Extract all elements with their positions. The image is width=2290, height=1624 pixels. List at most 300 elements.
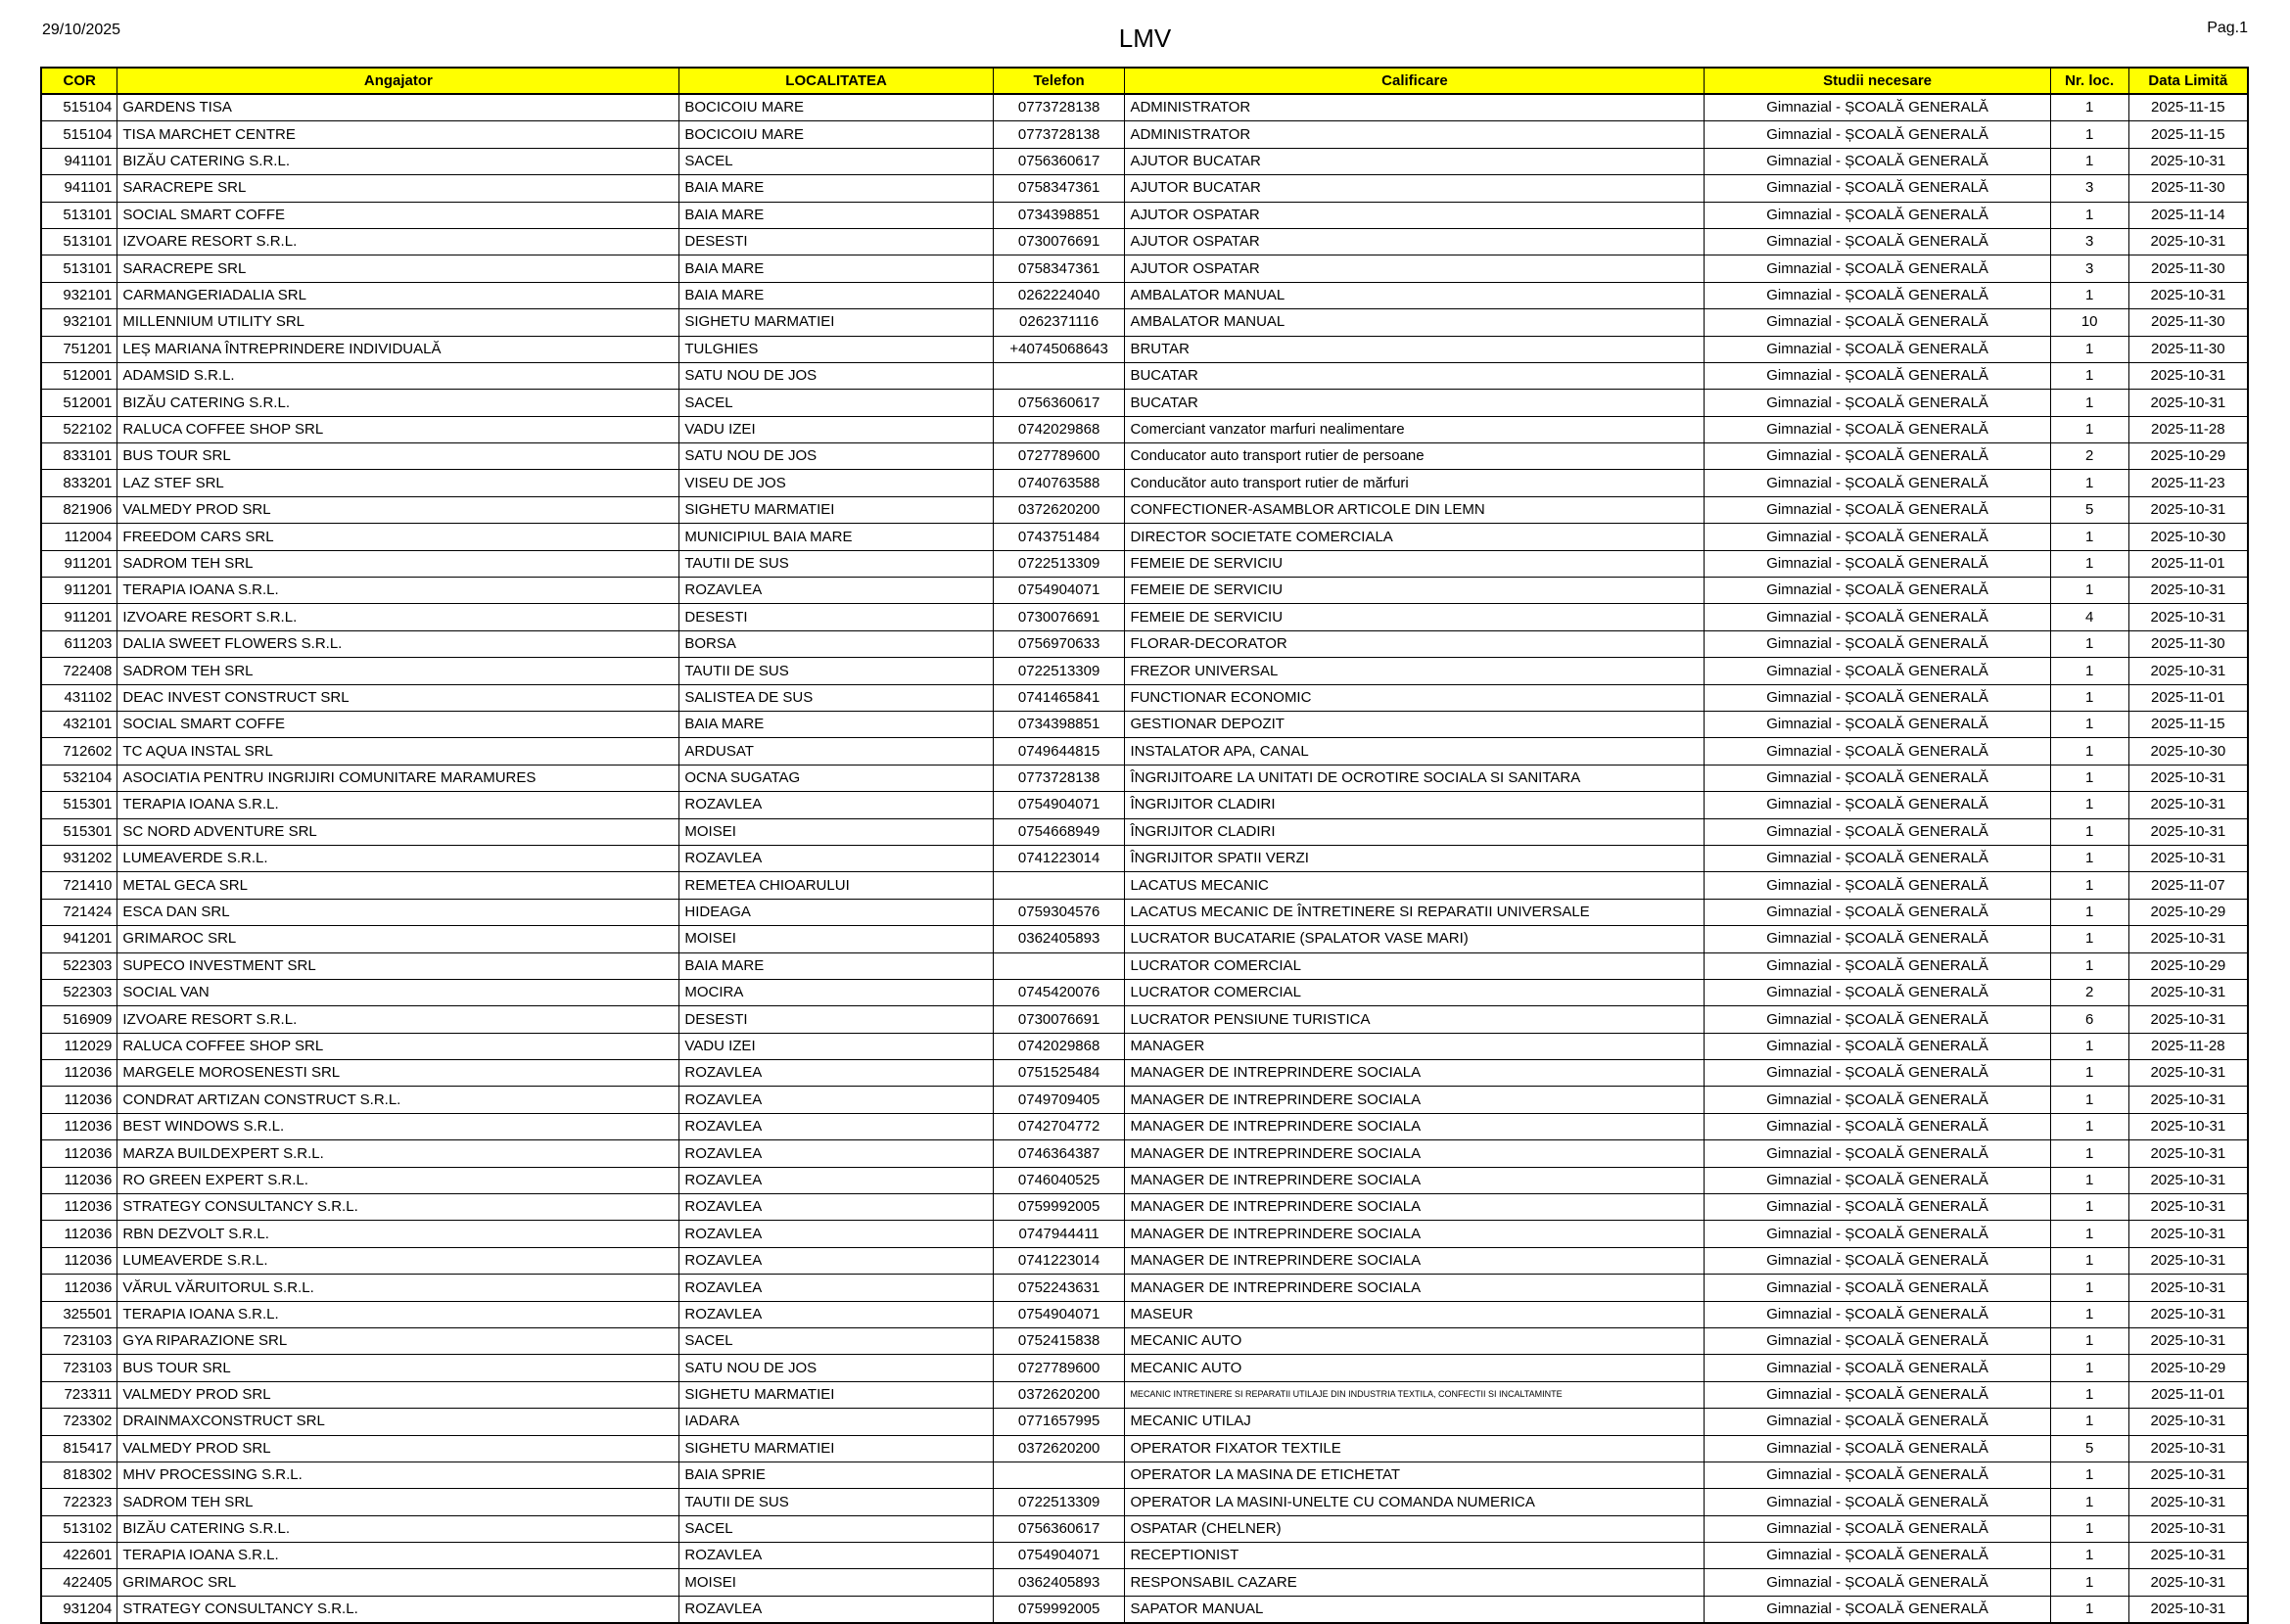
cell-calificare: ADMINISTRATOR [1125,121,1705,148]
cell-localitatea: VISEU DE JOS [679,470,993,496]
cell-cor: 513101 [41,228,117,255]
cell-nr-loc: 1 [2050,94,2128,121]
cell-telefon: 0771657995 [993,1409,1125,1435]
cell-localitatea: ROZAVLEA [679,1060,993,1087]
cell-data-limita: 2025-10-31 [2128,148,2248,174]
cell-telefon: 0372620200 [993,1435,1125,1462]
cell-telefon: 0759304576 [993,899,1125,925]
cell-studii-necesare: Gimnazial - ȘCOALĂ GENERALĂ [1705,1515,2050,1542]
cell-angajator: SC NORD ADVENTURE SRL [117,818,679,845]
cell-telefon: 0730076691 [993,228,1125,255]
cell-data-limita: 2025-10-31 [2128,1301,2248,1327]
cell-calificare: Comerciant vanzator marfuri nealimentare [1125,416,1705,442]
cell-data-limita: 2025-10-31 [2128,845,2248,871]
cell-calificare: CONFECTIONER-ASAMBLOR ARTICOLE DIN LEMN [1125,496,1705,523]
cell-nr-loc: 1 [2050,845,2128,871]
cell-telefon: 0756360617 [993,1515,1125,1542]
cell-data-limita: 2025-11-15 [2128,94,2248,121]
cell-data-limita: 2025-10-31 [2128,792,2248,818]
cell-angajator: MARZA BUILDEXPERT S.R.L. [117,1140,679,1167]
cell-data-limita: 2025-10-31 [2128,1409,2248,1435]
table-row [41,416,2248,442]
cell-calificare: ÎNGRIJITOR SPATII VERZI [1125,845,1705,871]
table-row [41,872,2248,899]
cell-calificare: MANAGER DE INTREPRINDERE SOCIALA [1125,1060,1705,1087]
cell-calificare: AJUTOR BUCATAR [1125,175,1705,202]
table-row [41,94,2248,121]
table-row [41,121,2248,148]
cell-telefon: 0742029868 [993,416,1125,442]
cell-localitatea: TULGHIES [679,336,993,362]
table-body [41,94,2248,1623]
cell-cor: 721424 [41,899,117,925]
cell-localitatea: BAIA MARE [679,952,993,979]
cell-localitatea: BAIA MARE [679,711,993,737]
table-row [41,1515,2248,1542]
cell-calificare: MANAGER DE INTREPRINDERE SOCIALA [1125,1221,1705,1247]
cell-cor: 432101 [41,711,117,737]
cell-angajator: MHV PROCESSING S.R.L. [117,1462,679,1488]
cell-angajator: DRAINMAXCONSTRUCT SRL [117,1409,679,1435]
cell-calificare: MANAGER DE INTREPRINDERE SOCIALA [1125,1247,1705,1274]
cell-cor: 112036 [41,1247,117,1274]
cell-nr-loc: 1 [2050,550,2128,577]
cell-angajator: SUPECO INVESTMENT SRL [117,952,679,979]
cell-studii-necesare: Gimnazial - ȘCOALĂ GENERALĂ [1705,550,2050,577]
cell-studii-necesare: Gimnazial - ȘCOALĂ GENERALĂ [1705,952,2050,979]
cell-nr-loc: 1 [2050,121,2128,148]
cell-angajator: TC AQUA INSTAL SRL [117,738,679,765]
cell-data-limita: 2025-10-31 [2128,1167,2248,1193]
cell-localitatea: ROZAVLEA [679,1194,993,1221]
cell-cor: 522102 [41,416,117,442]
cell-cor: 941101 [41,175,117,202]
cell-cor: 815417 [41,1435,117,1462]
cell-calificare: BUCATAR [1125,390,1705,416]
cell-localitatea: SATU NOU DE JOS [679,1355,993,1381]
table-row [41,282,2248,308]
table-row [41,792,2248,818]
table-row [41,470,2248,496]
cell-data-limita: 2025-11-30 [2128,255,2248,282]
cell-localitatea: BAIA MARE [679,255,993,282]
cell-angajator: SARACREPE SRL [117,175,679,202]
cell-localitatea: BORSA [679,630,993,657]
cell-data-limita: 2025-10-31 [2128,979,2248,1005]
cell-calificare: SAPATOR MANUAL [1125,1596,1705,1623]
cell-cor: 512001 [41,362,117,389]
cell-studii-necesare: Gimnazial - ȘCOALĂ GENERALĂ [1705,121,2050,148]
cell-telefon: 0730076691 [993,604,1125,630]
cell-studii-necesare: Gimnazial - ȘCOALĂ GENERALĂ [1705,658,2050,684]
cell-telefon [993,1462,1125,1488]
cell-studii-necesare: Gimnazial - ȘCOALĂ GENERALĂ [1705,1435,2050,1462]
cell-nr-loc: 1 [2050,470,2128,496]
cell-data-limita: 2025-11-01 [2128,1381,2248,1408]
cell-telefon: 0727789600 [993,443,1125,470]
cell-cor: 512001 [41,390,117,416]
cell-data-limita: 2025-10-31 [2128,390,2248,416]
cell-cor: 723103 [41,1355,117,1381]
cell-studii-necesare: Gimnazial - ȘCOALĂ GENERALĂ [1705,1381,2050,1408]
cell-angajator: SOCIAL VAN [117,979,679,1005]
cell-angajator: RALUCA COFFEE SHOP SRL [117,1033,679,1059]
cell-localitatea: ROZAVLEA [679,1247,993,1274]
cell-nr-loc: 1 [2050,899,2128,925]
cell-data-limita: 2025-10-31 [2128,578,2248,604]
cell-calificare: MANAGER DE INTREPRINDERE SOCIALA [1125,1167,1705,1193]
cell-nr-loc: 1 [2050,362,2128,389]
cell-calificare: MECANIC AUTO [1125,1355,1705,1381]
cell-nr-loc: 2 [2050,443,2128,470]
cell-studii-necesare: Gimnazial - ȘCOALĂ GENERALĂ [1705,979,2050,1005]
cell-telefon: 0741223014 [993,845,1125,871]
cell-angajator: TISA MARCHET CENTRE [117,121,679,148]
cell-angajator: STRATEGY CONSULTANCY S.R.L. [117,1596,679,1623]
cell-calificare: MECANIC AUTO [1125,1327,1705,1354]
cell-cor: 932101 [41,309,117,336]
cell-localitatea: ROZAVLEA [679,1221,993,1247]
column-header-studii-necesare: Studii necesare [1705,68,2050,94]
cell-calificare: LUCRATOR BUCATARIE (SPALATOR VASE MARI) [1125,926,1705,952]
cell-data-limita: 2025-10-31 [2128,496,2248,523]
cell-data-limita: 2025-11-28 [2128,1033,2248,1059]
cell-angajator: METAL GECA SRL [117,872,679,899]
table-row [41,1435,2248,1462]
cell-nr-loc: 1 [2050,765,2128,791]
cell-angajator: BEST WINDOWS S.R.L. [117,1113,679,1139]
cell-studii-necesare: Gimnazial - ȘCOALĂ GENERALĂ [1705,1409,2050,1435]
cell-data-limita: 2025-10-30 [2128,524,2248,550]
cell-calificare: MASEUR [1125,1301,1705,1327]
cell-telefon [993,362,1125,389]
cell-studii-necesare: Gimnazial - ȘCOALĂ GENERALĂ [1705,578,2050,604]
cell-cor: 931202 [41,845,117,871]
cell-data-limita: 2025-11-01 [2128,684,2248,711]
cell-nr-loc: 1 [2050,1167,2128,1193]
cell-localitatea: ROZAVLEA [679,1596,993,1623]
table-row [41,175,2248,202]
cell-cor: 431102 [41,684,117,711]
cell-telefon: 0773728138 [993,121,1125,148]
column-header-nr-loc: Nr. loc. [2050,68,2128,94]
cell-localitatea: TAUTII DE SUS [679,550,993,577]
table-row [41,496,2248,523]
table-row [41,1489,2248,1515]
table-row [41,1221,2248,1247]
cell-nr-loc: 1 [2050,1543,2128,1569]
cell-calificare: OPERATOR FIXATOR TEXTILE [1125,1435,1705,1462]
cell-telefon: 0759992005 [993,1194,1125,1221]
cell-angajator: STRATEGY CONSULTANCY S.R.L. [117,1194,679,1221]
cell-angajator: BUS TOUR SRL [117,443,679,470]
cell-data-limita: 2025-10-31 [2128,1113,2248,1139]
cell-nr-loc: 1 [2050,1033,2128,1059]
cell-data-limita: 2025-10-31 [2128,1515,2248,1542]
cell-studii-necesare: Gimnazial - ȘCOALĂ GENERALĂ [1705,1596,2050,1623]
cell-nr-loc: 1 [2050,1489,2128,1515]
cell-studii-necesare: Gimnazial - ȘCOALĂ GENERALĂ [1705,1033,2050,1059]
cell-studii-necesare: Gimnazial - ȘCOALĂ GENERALĂ [1705,496,2050,523]
table-row [41,926,2248,952]
cell-cor: 112036 [41,1167,117,1193]
cell-nr-loc: 1 [2050,792,2128,818]
cell-angajator: TERAPIA IOANA S.R.L. [117,792,679,818]
table-row [41,604,2248,630]
cell-nr-loc: 1 [2050,524,2128,550]
cell-calificare: FUNCTIONAR ECONOMIC [1125,684,1705,711]
cell-cor: 833101 [41,443,117,470]
cell-angajator: RO GREEN EXPERT S.R.L. [117,1167,679,1193]
cell-nr-loc: 1 [2050,926,2128,952]
cell-studii-necesare: Gimnazial - ȘCOALĂ GENERALĂ [1705,1087,2050,1113]
cell-cor: 513102 [41,1515,117,1542]
cell-angajator: TERAPIA IOANA S.R.L. [117,578,679,604]
cell-nr-loc: 1 [2050,630,2128,657]
table-row [41,899,2248,925]
cell-angajator: GARDENS TISA [117,94,679,121]
cell-telefon: 0362405893 [993,1569,1125,1596]
cell-data-limita: 2025-10-29 [2128,1355,2248,1381]
cell-localitatea: MOISEI [679,818,993,845]
table-row [41,979,2248,1005]
cell-localitatea: MOISEI [679,1569,993,1596]
cell-nr-loc: 1 [2050,1087,2128,1113]
cell-nr-loc: 6 [2050,1006,2128,1033]
cell-telefon: 0742704772 [993,1113,1125,1139]
cell-angajator: DALIA SWEET FLOWERS S.R.L. [117,630,679,657]
cell-angajator: BIZĂU CATERING S.R.L. [117,1515,679,1542]
cell-nr-loc: 1 [2050,818,2128,845]
cell-telefon [993,952,1125,979]
cell-localitatea: REMETEA CHIOARULUI [679,872,993,899]
cell-angajator: BUS TOUR SRL [117,1355,679,1381]
cell-calificare: FLORAR-DECORATOR [1125,630,1705,657]
cell-studii-necesare: Gimnazial - ȘCOALĂ GENERALĂ [1705,604,2050,630]
cell-nr-loc: 1 [2050,1327,2128,1354]
cell-studii-necesare: Gimnazial - ȘCOALĂ GENERALĂ [1705,1327,2050,1354]
cell-studii-necesare: Gimnazial - ȘCOALĂ GENERALĂ [1705,899,2050,925]
table-row [41,1355,2248,1381]
cell-cor: 932101 [41,282,117,308]
cell-calificare: MANAGER DE INTREPRINDERE SOCIALA [1125,1113,1705,1139]
cell-studii-necesare: Gimnazial - ȘCOALĂ GENERALĂ [1705,1140,2050,1167]
cell-cor: 513101 [41,202,117,228]
cell-data-limita: 2025-10-31 [2128,362,2248,389]
cell-nr-loc: 1 [2050,1301,2128,1327]
table-row [41,845,2248,871]
cell-nr-loc: 4 [2050,604,2128,630]
table-row [41,658,2248,684]
jobs-table [40,67,2249,1624]
cell-studii-necesare: Gimnazial - ȘCOALĂ GENERALĂ [1705,630,2050,657]
cell-telefon: 0756360617 [993,390,1125,416]
cell-localitatea: SATU NOU DE JOS [679,362,993,389]
table-row [41,550,2248,577]
cell-localitatea: DESESTI [679,228,993,255]
cell-calificare: ÎNGRIJITOR CLADIRI [1125,792,1705,818]
cell-data-limita: 2025-11-30 [2128,630,2248,657]
cell-studii-necesare: Gimnazial - ȘCOALĂ GENERALĂ [1705,1462,2050,1488]
cell-studii-necesare: Gimnazial - ȘCOALĂ GENERALĂ [1705,1113,2050,1139]
cell-cor: 112036 [41,1194,117,1221]
cell-localitatea: ARDUSAT [679,738,993,765]
table-row [41,1543,2248,1569]
cell-angajator: GYA RIPARAZIONE SRL [117,1327,679,1354]
cell-calificare: LUCRATOR PENSIUNE TURISTICA [1125,1006,1705,1033]
cell-studii-necesare: Gimnazial - ȘCOALĂ GENERALĂ [1705,443,2050,470]
page-date: 29/10/2025 [42,22,121,38]
cell-calificare: FREZOR UNIVERSAL [1125,658,1705,684]
cell-cor: 821906 [41,496,117,523]
cell-calificare: DIRECTOR SOCIETATE COMERCIALA [1125,524,1705,550]
cell-studii-necesare: Gimnazial - ȘCOALĂ GENERALĂ [1705,524,2050,550]
cell-localitatea: ROZAVLEA [679,1543,993,1569]
cell-telefon: 0372620200 [993,1381,1125,1408]
cell-calificare: MANAGER DE INTREPRINDERE SOCIALA [1125,1087,1705,1113]
cell-cor: 516909 [41,1006,117,1033]
cell-cor: 513101 [41,255,117,282]
column-header-data-limita: Data Limită [2128,68,2248,94]
cell-data-limita: 2025-10-29 [2128,899,2248,925]
cell-cor: 112036 [41,1060,117,1087]
table-row [41,1006,2248,1033]
cell-calificare: ÎNGRIJITOR CLADIRI [1125,818,1705,845]
cell-angajator: SADROM TEH SRL [117,1489,679,1515]
cell-nr-loc: 1 [2050,1596,2128,1623]
table-row [41,1060,2248,1087]
cell-localitatea: SIGHETU MARMATIEI [679,309,993,336]
cell-nr-loc: 1 [2050,1381,2128,1408]
cell-studii-necesare: Gimnazial - ȘCOALĂ GENERALĂ [1705,202,2050,228]
cell-calificare: RESPONSABIL CAZARE [1125,1569,1705,1596]
cell-nr-loc: 3 [2050,255,2128,282]
cell-angajator: MARGELE MOROSENESTI SRL [117,1060,679,1087]
cell-cor: 112004 [41,524,117,550]
cell-localitatea: BAIA MARE [679,282,993,308]
cell-localitatea: SACEL [679,148,993,174]
cell-calificare: AMBALATOR MANUAL [1125,282,1705,308]
cell-angajator: RBN DEZVOLT S.R.L. [117,1221,679,1247]
cell-angajator: CONDRAT ARTIZAN CONSTRUCT S.R.L. [117,1087,679,1113]
cell-nr-loc: 1 [2050,684,2128,711]
cell-telefon: 0754904071 [993,578,1125,604]
table-row [41,524,2248,550]
cell-nr-loc: 10 [2050,309,2128,336]
table-row [41,765,2248,791]
cell-data-limita: 2025-10-31 [2128,1140,2248,1167]
cell-nr-loc: 3 [2050,175,2128,202]
table-row [41,738,2248,765]
cell-telefon: 0773728138 [993,765,1125,791]
cell-telefon: 0746364387 [993,1140,1125,1167]
cell-data-limita: 2025-11-15 [2128,711,2248,737]
cell-telefon: 0754668949 [993,818,1125,845]
cell-localitatea: SACEL [679,1515,993,1542]
cell-nr-loc: 1 [2050,738,2128,765]
cell-studii-necesare: Gimnazial - ȘCOALĂ GENERALĂ [1705,1543,2050,1569]
cell-nr-loc: 1 [2050,148,2128,174]
cell-calificare: MANAGER DE INTREPRINDERE SOCIALA [1125,1140,1705,1167]
cell-calificare: LUCRATOR COMERCIAL [1125,952,1705,979]
table-row [41,1113,2248,1139]
cell-nr-loc: 1 [2050,416,2128,442]
column-header-angajator: Angajator [117,68,679,94]
cell-localitatea: BAIA MARE [679,202,993,228]
page-number: Pag.1 [2207,20,2248,36]
cell-telefon: 0749709405 [993,1087,1125,1113]
page-title: LMV [1118,23,1172,53]
cell-studii-necesare: Gimnazial - ȘCOALĂ GENERALĂ [1705,1355,2050,1381]
cell-nr-loc: 1 [2050,390,2128,416]
cell-calificare: AJUTOR OSPATAR [1125,202,1705,228]
cell-studii-necesare: Gimnazial - ȘCOALĂ GENERALĂ [1705,470,2050,496]
cell-studii-necesare: Gimnazial - ȘCOALĂ GENERALĂ [1705,711,2050,737]
cell-nr-loc: 2 [2050,979,2128,1005]
cell-cor: 522303 [41,979,117,1005]
cell-angajator: SOCIAL SMART COFFE [117,202,679,228]
cell-studii-necesare: Gimnazial - ȘCOALĂ GENERALĂ [1705,845,2050,871]
cell-telefon: 0759992005 [993,1596,1125,1623]
cell-angajator: IZVOARE RESORT S.R.L. [117,1006,679,1033]
cell-data-limita: 2025-11-07 [2128,872,2248,899]
cell-nr-loc: 1 [2050,658,2128,684]
cell-localitatea: BAIA SPRIE [679,1462,993,1488]
table-row [41,1596,2248,1623]
cell-localitatea: SALISTEA DE SUS [679,684,993,711]
cell-telefon: 0754904071 [993,792,1125,818]
cell-nr-loc: 1 [2050,1275,2128,1301]
cell-angajator: BIZĂU CATERING S.R.L. [117,390,679,416]
cell-nr-loc: 1 [2050,952,2128,979]
cell-localitatea: VADU IZEI [679,1033,993,1059]
table-row [41,1167,2248,1193]
cell-telefon: 0727789600 [993,1355,1125,1381]
cell-localitatea: DESESTI [679,604,993,630]
table-row [41,1301,2248,1327]
cell-data-limita: 2025-10-31 [2128,818,2248,845]
cell-localitatea: ROZAVLEA [679,578,993,604]
table-row [41,390,2248,416]
cell-calificare: OPERATOR LA MASINA DE ETICHETAT [1125,1462,1705,1488]
cell-localitatea: ROZAVLEA [679,1301,993,1327]
cell-angajator: LUMEAVERDE S.R.L. [117,845,679,871]
cell-telefon: 0262371116 [993,309,1125,336]
cell-studii-necesare: Gimnazial - ȘCOALĂ GENERALĂ [1705,738,2050,765]
cell-cor: 515104 [41,121,117,148]
cell-studii-necesare: Gimnazial - ȘCOALĂ GENERALĂ [1705,1489,2050,1515]
cell-cor: 515301 [41,792,117,818]
cell-data-limita: 2025-10-31 [2128,1006,2248,1033]
cell-angajator: GRIMAROC SRL [117,926,679,952]
cell-localitatea: SACEL [679,1327,993,1354]
cell-telefon: 0746040525 [993,1167,1125,1193]
cell-data-limita: 2025-11-30 [2128,336,2248,362]
cell-angajator: ASOCIATIA PENTRU INGRIJIRI COMUNITARE MARAMURES [117,765,679,791]
table-row [41,1087,2248,1113]
cell-data-limita: 2025-10-31 [2128,1194,2248,1221]
cell-cor: 721410 [41,872,117,899]
cell-angajator: SOCIAL SMART COFFE [117,711,679,737]
cell-angajator: ESCA DAN SRL [117,899,679,925]
cell-telefon: 0752243631 [993,1275,1125,1301]
cell-nr-loc: 1 [2050,1140,2128,1167]
cell-localitatea: SIGHETU MARMATIEI [679,1435,993,1462]
cell-localitatea: ROZAVLEA [679,1087,993,1113]
cell-cor: 422601 [41,1543,117,1569]
cell-studii-necesare: Gimnazial - ȘCOALĂ GENERALĂ [1705,1221,2050,1247]
cell-cor: 723302 [41,1409,117,1435]
